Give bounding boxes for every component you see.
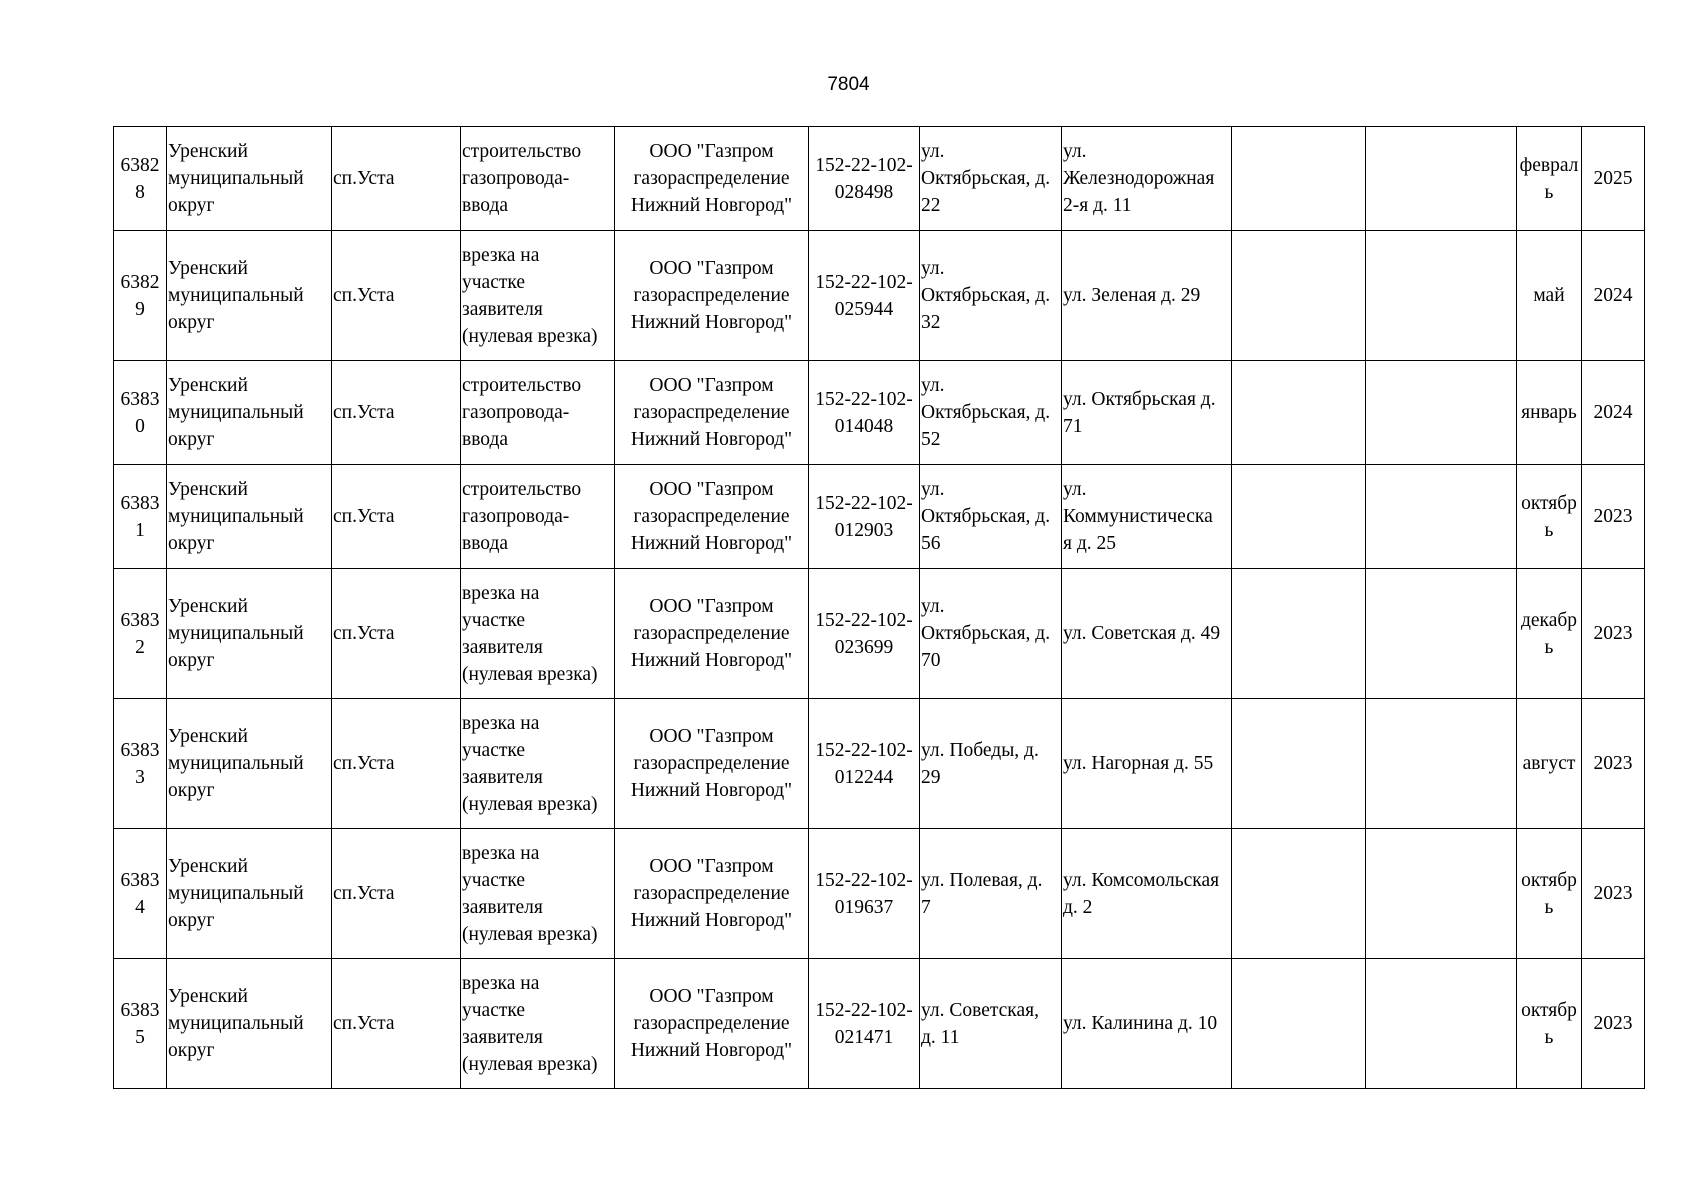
- empty-cell: [1232, 127, 1366, 231]
- organization-cell: ООО "Газпром газораспределение Нижний Новгород": [615, 361, 809, 465]
- address-to-cell: ул. Нагорная д. 55: [1062, 699, 1232, 829]
- year-cell: 2023: [1582, 829, 1645, 959]
- empty-cell: [1366, 361, 1517, 465]
- district-cell: Уренский муниципальный округ: [167, 699, 332, 829]
- settlement-cell: сп.Уста: [332, 959, 461, 1089]
- address-to-cell: ул. Калинина д. 10: [1062, 959, 1232, 1089]
- empty-cell: [1366, 829, 1517, 959]
- table-row: [114, 361, 1645, 465]
- code-cell: 152-22-102- 021471: [809, 959, 920, 1089]
- settlement-cell: сп.Уста: [332, 829, 461, 959]
- row-number-cell: 6383 1: [114, 465, 167, 569]
- work-type-cell: врезка на участке заявителя (нулевая врезка): [461, 829, 615, 959]
- empty-cell: [1232, 829, 1366, 959]
- address-from-cell: ул. Октябрьская, д. 22: [920, 127, 1062, 231]
- empty-cell: [1366, 465, 1517, 569]
- address-from-cell: ул. Октябрьская, д. 52: [920, 361, 1062, 465]
- address-from-cell: ул. Октябрьская, д. 70: [920, 569, 1062, 699]
- address-to-cell: ул. Советская д. 49: [1062, 569, 1232, 699]
- empty-cell: [1366, 569, 1517, 699]
- year-cell: 2023: [1582, 465, 1645, 569]
- empty-cell: [1232, 465, 1366, 569]
- empty-cell: [1232, 959, 1366, 1089]
- year-cell: 2023: [1582, 959, 1645, 1089]
- organization-cell: ООО "Газпром газораспределение Нижний Новгород": [615, 959, 809, 1089]
- month-cell: октябр ь: [1517, 465, 1582, 569]
- page-number: 7804: [827, 74, 870, 95]
- address-to-cell: ул. Железнодорожная 2-я д. 11: [1062, 127, 1232, 231]
- empty-cell: [1366, 959, 1517, 1089]
- row-number-cell: 6383 0: [114, 361, 167, 465]
- month-cell: январь: [1517, 361, 1582, 465]
- year-cell: 2024: [1582, 361, 1645, 465]
- row-number-cell: 6383 5: [114, 959, 167, 1089]
- code-cell: 152-22-102- 014048: [809, 361, 920, 465]
- row-number-cell: 6383 4: [114, 829, 167, 959]
- table-row: [114, 127, 1645, 231]
- work-type-cell: врезка на участке заявителя (нулевая врезка): [461, 231, 615, 361]
- work-type-cell: строительство газопровода- ввода: [461, 361, 615, 465]
- organization-cell: ООО "Газпром газораспределение Нижний Новгород": [615, 127, 809, 231]
- work-type-cell: врезка на участке заявителя (нулевая врезка): [461, 959, 615, 1089]
- row-number-cell: 6382 8: [114, 127, 167, 231]
- address-to-cell: ул. Комсомольская д. 2: [1062, 829, 1232, 959]
- address-from-cell: ул. Полевая, д. 7: [920, 829, 1062, 959]
- code-cell: 152-22-102- 012244: [809, 699, 920, 829]
- empty-cell: [1232, 699, 1366, 829]
- address-from-cell: ул. Октябрьская, д. 32: [920, 231, 1062, 361]
- month-cell: декабр ь: [1517, 569, 1582, 699]
- settlement-cell: сп.Уста: [332, 569, 461, 699]
- settlement-cell: сп.Уста: [332, 127, 461, 231]
- work-type-cell: врезка на участке заявителя (нулевая врезка): [461, 569, 615, 699]
- table-row: [114, 231, 1645, 361]
- month-cell: октябр ь: [1517, 829, 1582, 959]
- district-cell: Уренский муниципальный округ: [167, 127, 332, 231]
- code-cell: 152-22-102- 028498: [809, 127, 920, 231]
- row-number-cell: 6383 3: [114, 699, 167, 829]
- month-cell: май: [1517, 231, 1582, 361]
- empty-cell: [1232, 569, 1366, 699]
- settlement-cell: сп.Уста: [332, 231, 461, 361]
- year-cell: 2025: [1582, 127, 1645, 231]
- work-type-cell: строительство газопровода- ввода: [461, 127, 615, 231]
- year-cell: 2023: [1582, 699, 1645, 829]
- code-cell: 152-22-102- 019637: [809, 829, 920, 959]
- empty-cell: [1366, 231, 1517, 361]
- empty-cell: [1232, 231, 1366, 361]
- table-row: [114, 959, 1645, 1089]
- district-cell: Уренский муниципальный округ: [167, 465, 332, 569]
- empty-cell: [1232, 361, 1366, 465]
- organization-cell: ООО "Газпром газораспределение Нижний Новгород": [615, 569, 809, 699]
- district-cell: Уренский муниципальный округ: [167, 569, 332, 699]
- organization-cell: ООО "Газпром газораспределение Нижний Новгород": [615, 465, 809, 569]
- settlement-cell: сп.Уста: [332, 699, 461, 829]
- organization-cell: ООО "Газпром газораспределение Нижний Новгород": [615, 829, 809, 959]
- address-from-cell: ул. Советская, д. 11: [920, 959, 1062, 1089]
- table-row: [114, 465, 1645, 569]
- work-type-cell: врезка на участке заявителя (нулевая врезка): [461, 699, 615, 829]
- work-type-cell: строительство газопровода- ввода: [461, 465, 615, 569]
- district-cell: Уренский муниципальный округ: [167, 959, 332, 1089]
- row-number-cell: 6383 2: [114, 569, 167, 699]
- address-to-cell: ул. Зеленая д. 29: [1062, 231, 1232, 361]
- code-cell: 152-22-102- 012903: [809, 465, 920, 569]
- month-cell: октябр ь: [1517, 959, 1582, 1089]
- month-cell: август: [1517, 699, 1582, 829]
- address-from-cell: ул. Октябрьская, д. 56: [920, 465, 1062, 569]
- organization-cell: ООО "Газпром газораспределение Нижний Новгород": [615, 231, 809, 361]
- year-cell: 2023: [1582, 569, 1645, 699]
- settlement-cell: сп.Уста: [332, 465, 461, 569]
- empty-cell: [1366, 699, 1517, 829]
- row-number-cell: 6382 9: [114, 231, 167, 361]
- organization-cell: ООО "Газпром газораспределение Нижний Новгород": [615, 699, 809, 829]
- district-cell: Уренский муниципальный округ: [167, 361, 332, 465]
- code-cell: 152-22-102- 023699: [809, 569, 920, 699]
- address-from-cell: ул. Победы, д. 29: [920, 699, 1062, 829]
- table-row: [114, 829, 1645, 959]
- table-row: [114, 569, 1645, 699]
- district-cell: Уренский муниципальный округ: [167, 829, 332, 959]
- year-cell: 2024: [1582, 231, 1645, 361]
- table-row: [114, 699, 1645, 829]
- month-cell: феврал ь: [1517, 127, 1582, 231]
- settlement-cell: сп.Уста: [332, 361, 461, 465]
- empty-cell: [1366, 127, 1517, 231]
- registry-table: [113, 126, 1645, 1089]
- address-to-cell: ул. Коммунистическа я д. 25: [1062, 465, 1232, 569]
- district-cell: Уренский муниципальный округ: [167, 231, 332, 361]
- address-to-cell: ул. Октябрьская д. 71: [1062, 361, 1232, 465]
- code-cell: 152-22-102- 025944: [809, 231, 920, 361]
- table-body: [114, 127, 1645, 1089]
